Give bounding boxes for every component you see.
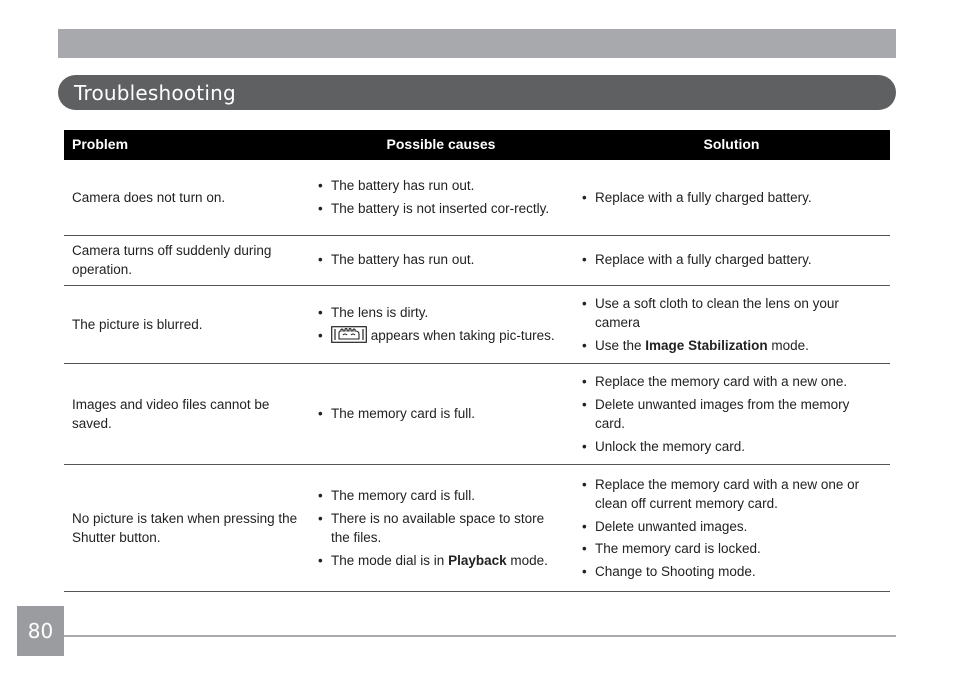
solution-item: • Unlock the memory card.	[581, 437, 882, 457]
table-row	[64, 235, 890, 285]
solution-item	[581, 336, 882, 356]
solution-item: • Replace with a fully charged battery.	[581, 188, 882, 208]
section-title-bar	[58, 75, 896, 110]
problem-cell: The picture is blurred.	[64, 285, 309, 364]
solution-item: • Delete unwanted images.	[581, 517, 882, 537]
top-header-band	[58, 29, 896, 58]
image-stabilization-icon	[331, 326, 367, 343]
solution-item: • Replace the memory card with a new one or clean off current memory card.	[581, 475, 882, 514]
cause-item: • There is no available space to store the files.	[317, 509, 565, 548]
problem-cell: No picture is taken when pressing the Shutter button.	[64, 465, 309, 592]
table-row	[64, 465, 890, 592]
solution-cell	[573, 465, 890, 592]
problem-cell: Images and video files cannot be saved.	[64, 364, 309, 465]
cause-item: • The battery has run out.	[317, 176, 565, 196]
solution-item: • Use a soft cloth to clean the lens on your camera	[581, 294, 882, 333]
solution-text: mode.	[771, 337, 809, 353]
page-number: 80	[27, 619, 54, 643]
causes-cell	[309, 285, 573, 364]
cause-item: • The battery has run out.	[317, 250, 565, 270]
causes-cell	[309, 364, 573, 465]
troubleshooting-table	[64, 130, 890, 592]
problem-cell: Camera does not turn on.	[64, 160, 309, 235]
cause-item	[317, 326, 565, 346]
cause-text: The mode dial is in	[331, 552, 445, 568]
solution-item: • Delete unwanted images from the memory card.	[581, 395, 882, 434]
causes-cell	[309, 235, 573, 285]
solution-cell	[573, 160, 890, 235]
solution-cell	[573, 364, 890, 465]
causes-cell	[309, 465, 573, 592]
page-number-box	[17, 606, 64, 656]
cause-item	[317, 551, 565, 571]
cause-item: • The memory card is full.	[317, 404, 565, 424]
cause-text: mode.	[510, 552, 548, 568]
mode-name: Playback	[448, 552, 507, 568]
mode-name: Image Stabilization	[645, 337, 768, 353]
cause-item: • The lens is dirty.	[317, 303, 565, 323]
cause-item: • The memory card is full.	[317, 486, 565, 506]
problem-cell: Camera turns off suddenly during operation.	[64, 235, 309, 285]
solution-item: • Replace with a fully charged battery.	[581, 250, 882, 270]
table-row	[64, 160, 890, 235]
solution-item: • The memory card is locked.	[581, 539, 882, 559]
column-header-possible-causes: Possible causes	[309, 130, 573, 160]
column-header-solution: Solution	[573, 130, 890, 160]
table-row	[64, 364, 890, 465]
solution-item: • Replace the memory card with a new one.	[581, 372, 882, 392]
table-row	[64, 285, 890, 364]
solution-cell	[573, 235, 890, 285]
solution-item: • Change to Shooting mode.	[581, 562, 882, 582]
cause-text: appears when taking pic-tures.	[370, 327, 555, 343]
causes-cell	[309, 160, 573, 235]
footer-rule	[64, 635, 896, 637]
table-header-row	[64, 130, 890, 160]
column-header-problem: Problem	[64, 130, 309, 160]
cause-item: • The battery is not inserted cor-rectly.	[317, 199, 565, 219]
solution-cell	[573, 285, 890, 364]
page-title: Troubleshooting	[74, 80, 236, 105]
solution-text: Use the	[595, 337, 642, 353]
